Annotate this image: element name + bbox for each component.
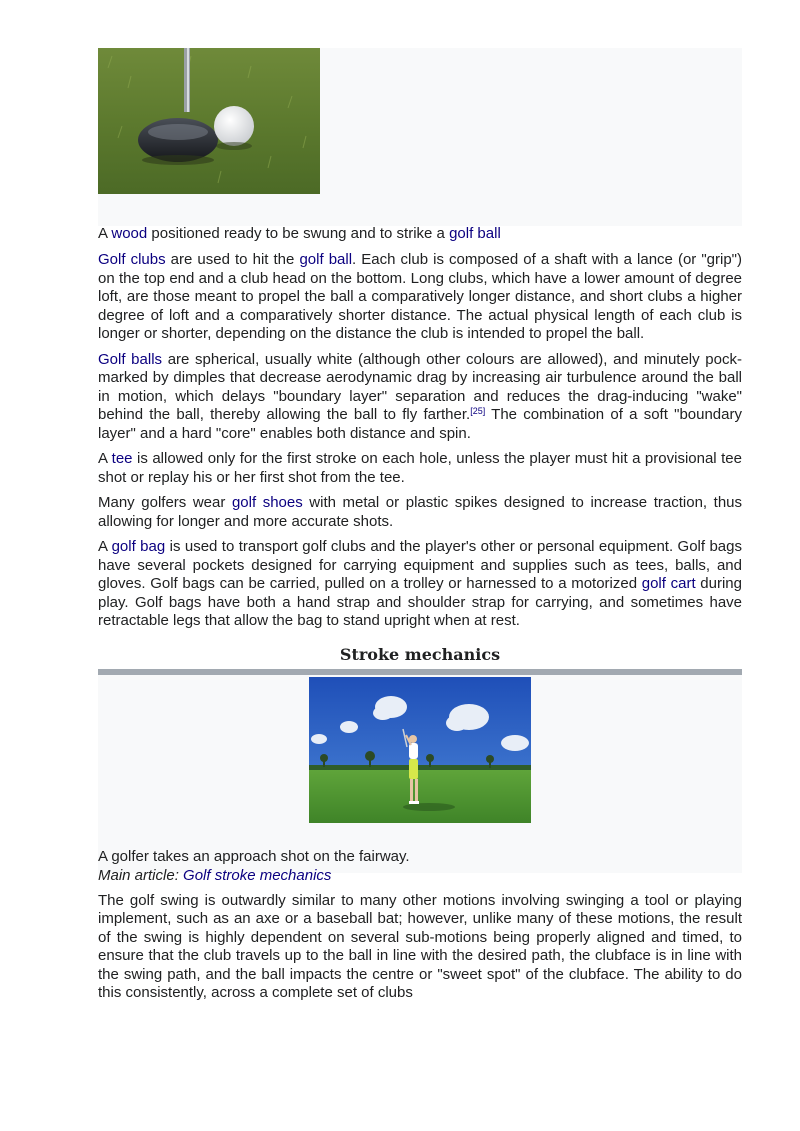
link-golf-ball[interactable]: golf ball bbox=[449, 225, 501, 242]
wood-golf-ball-photo[interactable] bbox=[98, 48, 320, 194]
link-golf-shoes[interactable]: golf shoes bbox=[231, 494, 303, 511]
link-golf-balls[interactable]: Golf balls bbox=[98, 350, 163, 368]
caption-text: A bbox=[98, 225, 112, 242]
paragraph-golf-swing: The golf swing is outwardly similar to many other motions involving swinging a tool or playing implement, such as an axe or a baseball bat; however, unlike many of these motions, the result of the swing is highly dependent on several sub-motions being properly aligned and timed, to ensure that the club travels up to the ball in line with the desired path, the clubface is in line with the swing path, and the ball impacts the centre or "sweet spot" of the clubface. The ability to do this consistently, across a complete set of clubs bbox=[98, 891, 742, 1001]
link-tee[interactable]: tee bbox=[111, 450, 133, 467]
paragraph-text: are spherical, usually white (although other colours are allowed), and minutely pock-marked by dimples that decrease aerodynamic drag by increasing air turbulence around the ball in motion, which delays "boundary layer" separation and reduces the drag-inducing "wake" behind the ball, thereby allowing the ball to fly farther. bbox=[98, 350, 742, 423]
paragraph-text: with metal or plastic spikes designed to increase traction, thus allowing for longer and more accurate shots. bbox=[98, 494, 742, 530]
paragraph-golf-clubs bbox=[98, 251, 742, 344]
paragraph-text: A bbox=[98, 450, 112, 467]
paragraph-text: The combination of a soft "boundary layer" and a hard "core" enables both distance and spin. bbox=[98, 406, 742, 442]
reference-25[interactable]: [25] bbox=[470, 406, 486, 416]
golfer-fairway-photo[interactable] bbox=[309, 677, 531, 823]
paragraph-text: A bbox=[98, 538, 112, 555]
figure-wood bbox=[98, 48, 742, 226]
hatnote-prefix: Main article: bbox=[98, 866, 184, 884]
figure-wood-caption bbox=[98, 224, 742, 243]
paragraph-text: are used to hit the bbox=[165, 251, 300, 268]
paragraph-text: is allowed only for the first stroke on each hole, unless the player must hit a provisional tee shot or replay his or her first shot from the tee. bbox=[98, 450, 742, 486]
paragraph-text: Many golfers wear bbox=[98, 494, 232, 511]
hatnote-main-article bbox=[98, 866, 742, 885]
paragraph-text: during play. Golf bags have both a hand strap and shoulder strap for carrying, and sometimes have retractable legs that allow the bag to stand upright when at rest. bbox=[98, 575, 742, 629]
figure-golfer-caption: A golfer takes an approach shot on the fairway. bbox=[98, 847, 410, 865]
link-golf-ball[interactable]: golf ball bbox=[299, 251, 353, 268]
caption-text: positioned ready to be swung and to strike a bbox=[147, 225, 450, 242]
paragraph-golf-shoes bbox=[98, 494, 742, 531]
link-golf-cart[interactable]: golf cart bbox=[641, 575, 696, 592]
paragraph-golf-bag bbox=[98, 538, 742, 631]
link-golf-stroke-mechanics[interactable]: Golf stroke mechanics bbox=[183, 866, 332, 884]
section-heading-stroke-mechanics: Stroke mechanics bbox=[339, 644, 501, 664]
paragraph-text: . Each club is composed of a shaft with a lance (or "grip") on the top end and a club head on the bottom. Long clubs, which have a lower amount of degree loft, are those meant to propel the ball a comparatively longer distance, and short clubs a higher degree of loft and a comparatively shorter distance. The actual physical length of each club is longer or shorter, depending on the distance the club is intended to propel the ball. bbox=[98, 251, 743, 342]
link-golf-clubs[interactable]: Golf clubs bbox=[98, 251, 166, 268]
link-golf-bag[interactable]: golf bag bbox=[111, 538, 166, 555]
paragraph-golf-balls bbox=[98, 351, 742, 444]
paragraph-tee bbox=[98, 450, 742, 487]
link-wood[interactable]: wood bbox=[111, 225, 148, 242]
paragraph-text: is used to transport golf clubs and the player's other or personal equipment. Golf bags have several pockets designed for carrying equipment and supplies such as tees, balls, and gloves. Golf bags can be carried, pulled on a trolley or harnessed to a motorized bbox=[98, 538, 742, 592]
article-content bbox=[98, 48, 742, 1010]
figure-golfer bbox=[98, 675, 742, 873]
